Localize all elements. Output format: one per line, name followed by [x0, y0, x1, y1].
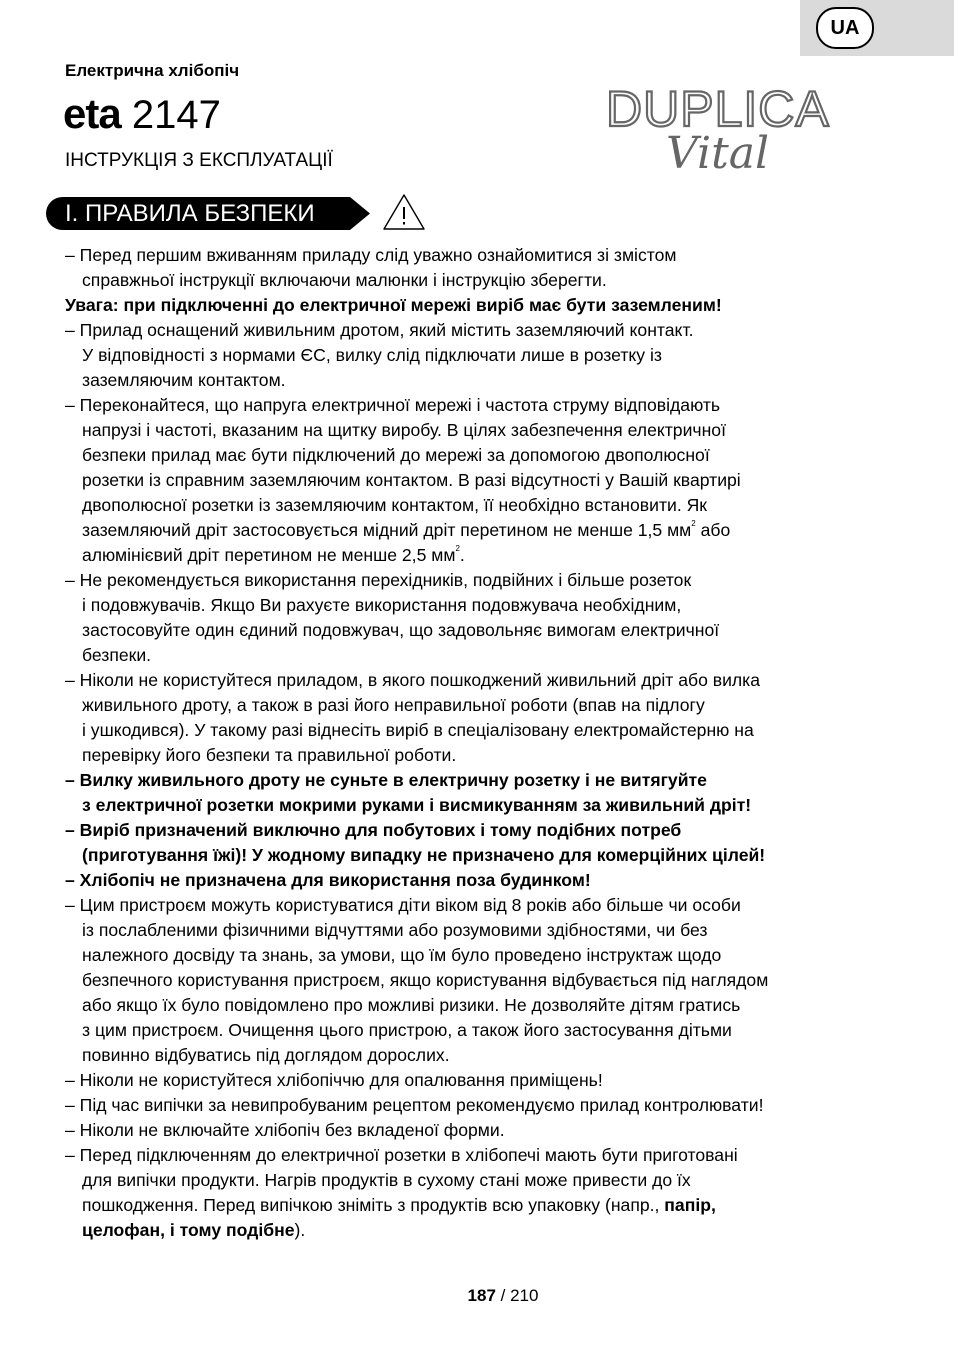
logo-line2: Vital: [666, 128, 770, 178]
rule-household-use: – Виріб призначений виключно для побутових і тому подібних потреб (приготування їжі)! У жодному випадку не призначено для комерційних цілей!: [65, 820, 766, 865]
rule-indoor-use: – Хлібопіч не призначена для використання поза будинком!: [65, 870, 591, 890]
rule-baking-pan: – Ніколи не включайте хлібопіч без вкладеної форми.: [65, 1120, 505, 1140]
manual-title: ІНСТРУКЦІЯ З ЕКСПЛУАТАЦІЇ: [65, 150, 333, 171]
rule-untested-recipe: – Під час випічки за невипробуваним рецептом рекомендуємо прилад контролювати!: [65, 1095, 764, 1115]
duplica-vital-logo: [604, 78, 844, 178]
rule-power-cord: – Прилад оснащений живильним дротом, який містить заземляючий контакт. У відповідності з нормами ЄС, вилку слід підключати лише в розетку із заземляючим контактом.: [65, 320, 694, 390]
brand-name: eta: [63, 90, 121, 137]
logo-line1: DUPLICA: [606, 81, 830, 137]
product-type: Електрична хлібопіч: [65, 61, 240, 80]
warning-icon: [382, 193, 426, 231]
section-heading: [46, 197, 370, 230]
section-title: I. ПРАВИЛА БЕЗПЕКИ: [65, 200, 315, 227]
grounding-warning: Увага: при підключенні до електричної мережі виріб має бути заземленим!: [65, 295, 722, 315]
rule-adapters: – Не рекомендується використання перехідників, подвійних і більше розеток і подовжувачів. Якщо Ви рахуєте використання подовжувача необхідним, застосовуйте один єдиний подовжувач, що задовольняє вимогам електричної безпеки.: [65, 570, 720, 665]
language-tab: [800, 0, 954, 56]
rule-voltage: – Переконайтеся, що напруга електричної мережі і частота струму відповідають напрузі і частоті, вказаним на щитку виробу. В цілях забезпечення електричної безпеки прилад має бути підключений до мережі за допомогою двополюсної розетки із справним заземляючим контактом. В разі відсутності у Вашій квартирі двополюсної розетки із заземляючим контактом, її необхідно встановити. Як заземляючий дріт застосовується мідний дріт перетином не менше 1,5 $мм^2$ або алюмінієвий дріт перетином не менше 2,5 $мм^2$.: [65, 395, 741, 565]
language-badge: UA: [816, 7, 874, 49]
rule-damaged-cord: – Ніколи не користуйтеся приладом, в якого пошкоджений живильний дріт або вилка живильного дроту, а також в разі його неправильної роботи (впав на підлогу і ушкодився). У такому разі віднесіть виріб в спеціалізовану електромайстерню на перевірку його безпеки та правильної роботи.: [65, 670, 761, 765]
model-title: [63, 88, 221, 141]
rule-children: – Цим пристроєм можуть користуватися діти віком від 8 років або більше чи особи із послабленими фізичними відчуттями або розумовими здібностями, чи без належного досвіду та знань, за умови, що їм було проведено інструктаж щодо безпечного користування пристроєм, якщо користування відбувається під наглядом або якщо їх було повідомлено про можливі ризики. Не дозволяйте дітям гратись з цим пристроєм. Очищення цього пристрою, а також його застосування дітьми повинно відбуватись під доглядом дорослих.: [65, 895, 769, 1065]
page-number: 187 / 210: [467, 1286, 539, 1305]
safety-rules-text: [65, 243, 895, 1243]
model-number: 2147: [131, 93, 221, 137]
rule-read-manual: – Перед першим вживанням приладу слід уважно ознайомитися зі змістом справжньої інструкції включаючи малюнки і інструкцію зберегти.: [65, 245, 677, 290]
rule-no-heating: – Ніколи не користуйтеся хлібопіччю для опалювання приміщень!: [65, 1070, 603, 1090]
rule-prepare-ingredients: – Перед підключенням до електричної розетки в хлібопечі мають бути приготовані для випічки продукти. Нагрів продуктів в сухому стані може привести до їх пошкодження. Перед випічкою зніміть з продуктів всю упаковку (напр., папір, целофан, і тому подібне).: [65, 1145, 738, 1240]
rule-wet-hands: – Вилку живильного дроту не суньте в електричну розетку і не витягуйте з електричної розетки мокрими руками і висмикуванням за живильний дріт!: [65, 770, 752, 815]
